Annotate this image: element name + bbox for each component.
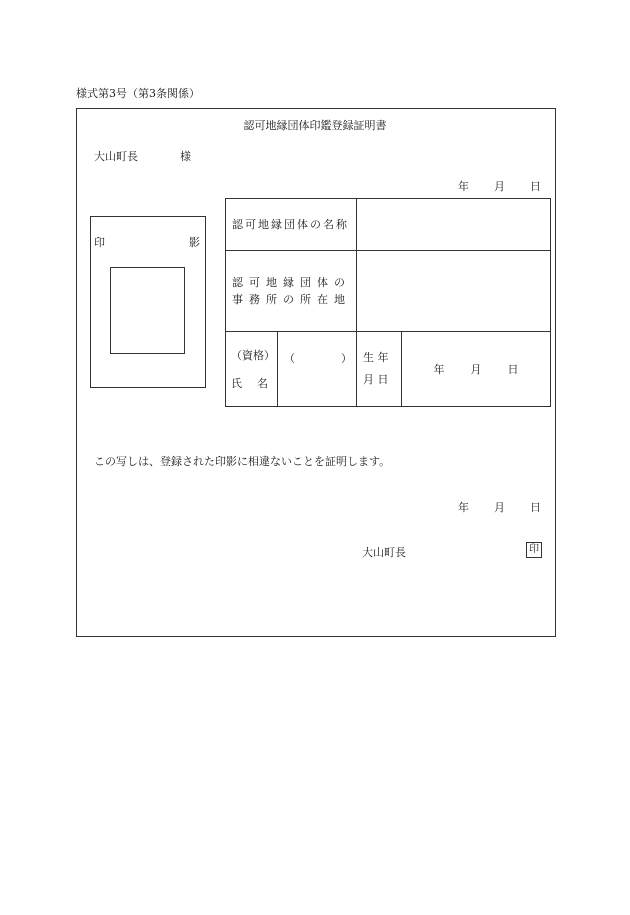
date-month-label: 月: [494, 501, 505, 514]
birth-year-label: 年: [433, 363, 445, 376]
recipient-name: 大山町長: [94, 150, 138, 163]
organization-name-label: 認可地縁団体の名称: [232, 218, 349, 231]
birthdate-label-line1: 生 年: [363, 351, 389, 364]
birthdate-label-cell: [357, 332, 402, 407]
paren-open: （: [284, 352, 295, 365]
address-label-line2: 事務所の所在地: [232, 293, 351, 306]
qualification-label: （資格）: [231, 349, 275, 362]
date-day-label: 日: [530, 501, 541, 514]
seal-label-left: 印: [94, 236, 105, 249]
recipient-honorific: 様: [180, 150, 191, 163]
form-number-label: 様式第3号（第3条関係）: [76, 87, 200, 100]
address-label-line1: 認可地縁団体の: [232, 276, 351, 289]
issue-date-bottom: [458, 499, 541, 515]
official-seal-mark: 印: [526, 542, 542, 558]
date-year-label: 年: [458, 501, 469, 514]
seal-impression-label: [94, 234, 200, 250]
birth-month-label: 月: [470, 363, 482, 376]
seal-impression-area: [110, 267, 185, 354]
recipient: [94, 148, 191, 164]
birth-day-label: 日: [507, 363, 519, 376]
date-year-label: 年: [458, 180, 469, 193]
person-name-label: 氏 名: [231, 377, 270, 390]
issue-date-top: [458, 178, 541, 194]
name-label-cell: [226, 199, 357, 251]
qualification-field: [278, 332, 356, 406]
office-address-value: [357, 251, 551, 332]
issuer-name: 大山町長: [362, 546, 406, 559]
seal-label-right: 影: [189, 236, 200, 249]
applicant-info-table: [225, 198, 551, 407]
address-label-cell: [226, 251, 357, 332]
birthdate-label-line2: 月 日: [363, 373, 389, 386]
date-day-label: 日: [530, 180, 541, 193]
date-month-label: 月: [494, 180, 505, 193]
representative-cell: [226, 332, 357, 407]
certification-statement: この写しは、登録された印影に相違ないことを証明します。: [94, 455, 391, 468]
birthdate-value-cell: [402, 332, 551, 407]
document-title: 認可地縁団体印鑑登録証明書: [243, 119, 387, 132]
organization-name-value: [357, 199, 551, 251]
paren-close: ）: [341, 352, 352, 365]
